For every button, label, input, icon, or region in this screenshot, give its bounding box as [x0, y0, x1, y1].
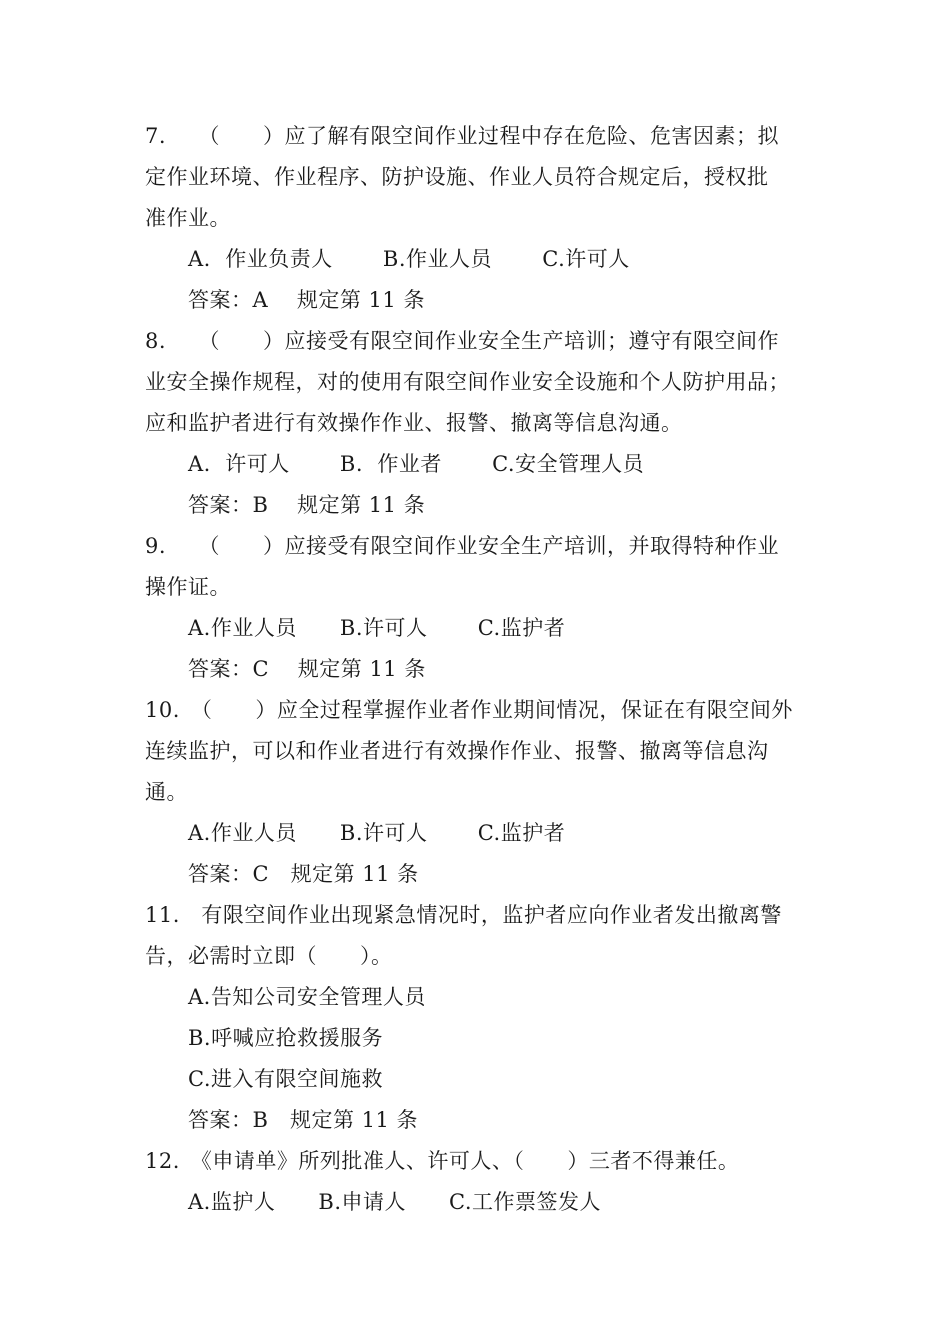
question-9-answer: 答案：C 规定第 11 条 — [188, 657, 426, 681]
question-9-options: A.作业人员 B.许可人 C.监护者 — [188, 616, 566, 640]
question-11-line-1: 11. 有限空间作业出现紧急情况时，监护者应向作业者发出撤离警 — [145, 903, 782, 927]
question-10-options: A.作业人员 B.许可人 C.监护者 — [188, 821, 566, 845]
question-11-answer: 答案：B 规定第 11 条 — [188, 1108, 419, 1132]
question-7-answer: 答案：A 规定第 11 条 — [188, 288, 425, 312]
question-8-line-2: 业安全操作规程，对的使用有限空间作业安全设施和个人防护用品； — [145, 370, 790, 394]
question-7-line-3: 准作业。 — [145, 206, 231, 230]
question-10-line-3: 通。 — [145, 780, 188, 804]
question-10-answer: 答案：C 规定第 11 条 — [188, 862, 419, 886]
question-12-options: A.监护人 B.申请人 C.工作票签发人 — [188, 1190, 602, 1214]
question-12-line-1: 12. 《申请单》所列批准人、许可人、（ ）三者不得兼任。 — [145, 1149, 740, 1173]
question-11-option-b: B.呼喊应抢救援服务 — [188, 1026, 384, 1050]
question-8-answer: 答案：B 规定第 11 条 — [188, 493, 426, 517]
question-10-line-1: 10. （ ）应全过程掌握作业者作业期间情况，保证在有限空间外 — [145, 698, 793, 722]
question-11-line-2: 告，必需时立即（ ）。 — [145, 944, 393, 968]
question-8-line-1: 8. （ ）应接受有限空间作业安全生产培训；遵守有限空间作 — [145, 329, 780, 353]
question-7-options: A. 作业负责人 B.作业人员 C.许可人 — [188, 247, 630, 271]
question-7-line-1: 7. （ ）应了解有限空间作业过程中存在危险、危害因素；拟 — [145, 124, 780, 148]
question-9-line-1: 9. （ ）应接受有限空间作业安全生产培训，并取得特种作业 — [145, 534, 780, 558]
question-7-line-2: 定作业环境、作业程序、防护设施、作业人员符合规定后，授权批 — [145, 165, 769, 189]
question-8-options: A. 许可人 B. 作业者 C.安全管理人员 — [188, 452, 645, 476]
question-9-line-2: 操作证。 — [145, 575, 231, 599]
question-8-line-3: 应和监护者进行有效操作作业、报警、撤离等信息沟通。 — [145, 411, 683, 435]
question-11-option-c: C.进入有限空间施救 — [188, 1067, 383, 1091]
question-11-option-a: A.告知公司安全管理人员 — [188, 985, 426, 1009]
question-10-line-2: 连续监护，可以和作业者进行有效操作作业、报警、撤离等信息沟 — [145, 739, 769, 763]
